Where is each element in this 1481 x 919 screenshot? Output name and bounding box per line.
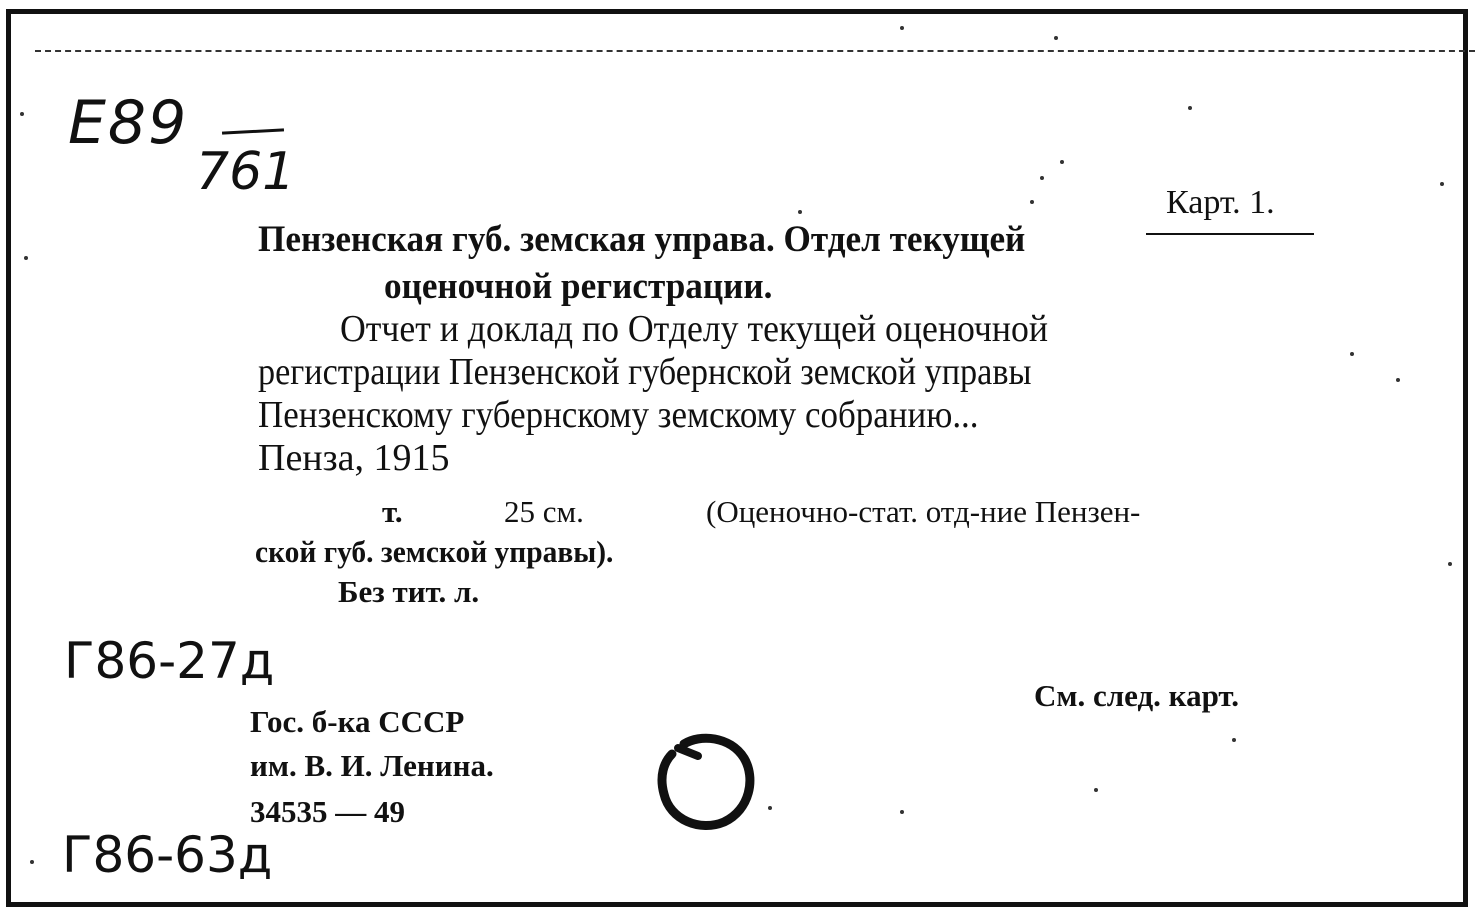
speck (1040, 176, 1044, 180)
see-next-card: См. след. карт. (1034, 678, 1240, 713)
speck (900, 810, 904, 814)
speck (1396, 378, 1400, 382)
speck (30, 860, 34, 864)
top-dashed-rule (35, 50, 1475, 52)
speck (798, 210, 802, 214)
speck (24, 256, 28, 260)
speck (900, 26, 904, 30)
speck (1094, 788, 1098, 792)
shelf-mark-numerator: E89 (68, 88, 189, 158)
speck (1060, 160, 1064, 164)
speck (1054, 36, 1058, 40)
library-line-3: 34535 — 49 (250, 794, 405, 829)
title-line-1: Отчет и доклад по Отделу текущей оценочной (340, 308, 1048, 350)
size-field: 25 см. (504, 494, 584, 529)
speck (768, 806, 772, 810)
call-number-2: Г86-63д (62, 826, 273, 884)
card-number: Карт. 1. (1166, 184, 1275, 221)
speck (1030, 200, 1034, 204)
note-line: Без тит. л. (338, 574, 480, 609)
library-line-2: им. В. И. Ленина. (250, 748, 494, 783)
shelf-mark-denominator: 761 (196, 142, 296, 202)
speck (1188, 106, 1192, 110)
speck (1448, 562, 1452, 566)
title-line-2: регистрации Пензенской губернской земской управы (258, 351, 1032, 393)
speck (1232, 738, 1236, 742)
card-number-underline (1146, 233, 1314, 235)
punch-hole-ring (654, 728, 758, 832)
call-number-1: Г86-27д (64, 632, 275, 690)
speck (1440, 182, 1444, 186)
heading-line-2: оценочной регистрации. (384, 266, 773, 307)
series-line-2: ской губ. земской управы). (255, 534, 614, 569)
title-line-3: Пензенскому губернскому земскому собранию... (258, 394, 979, 436)
heading-line-1: Пензенская губ. земская управа. Отдел текущей (258, 219, 1026, 260)
library-line-1: Гос. б-ка СССР (250, 704, 465, 739)
volume-field: т. (382, 494, 403, 529)
imprint-line: Пенза, 1915 (258, 437, 450, 479)
speck (1350, 352, 1354, 356)
series-line-1: (Оценочно-стат. отд-ние Пензен- (706, 494, 1141, 529)
speck (20, 112, 24, 116)
